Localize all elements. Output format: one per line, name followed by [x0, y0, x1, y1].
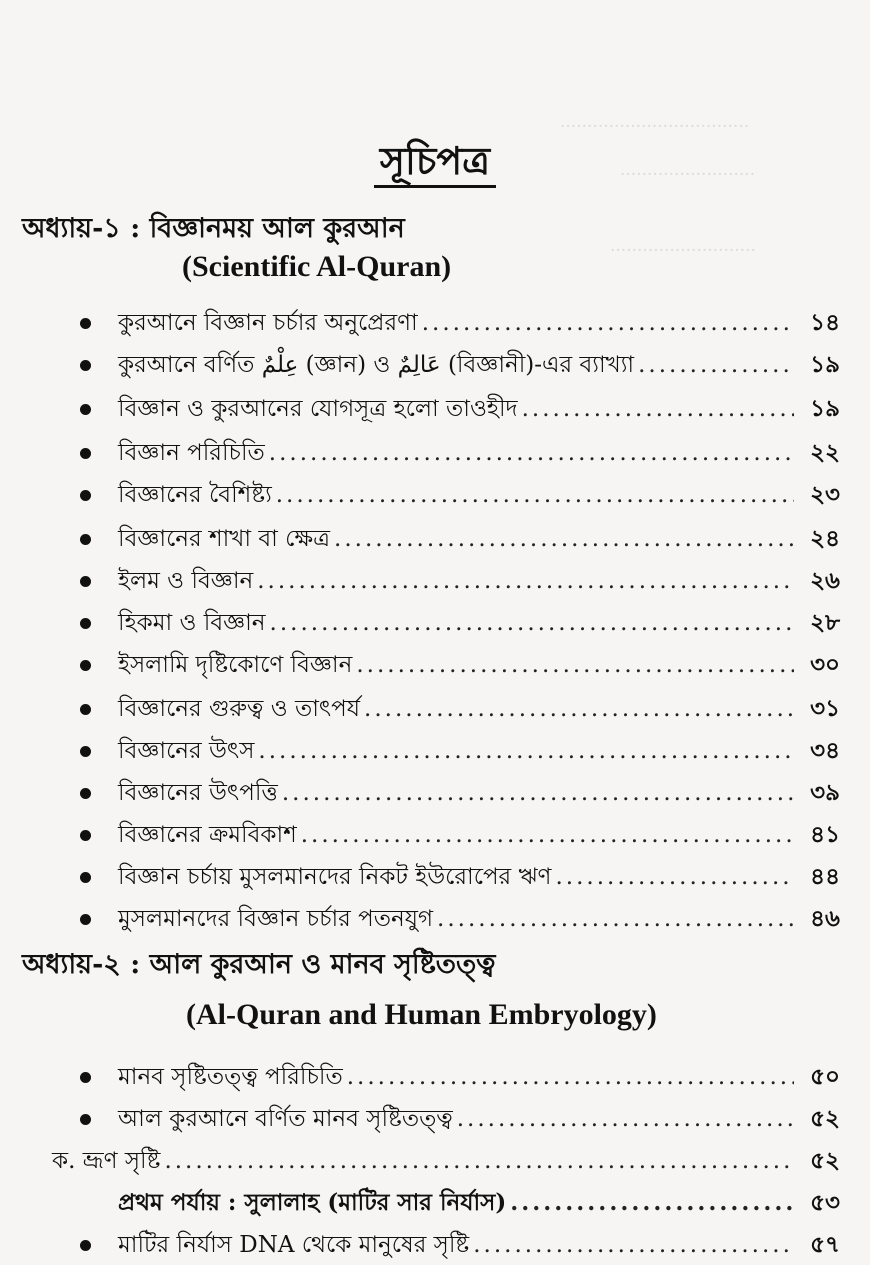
page-number: ৩০	[810, 650, 840, 678]
bullet-icon	[80, 490, 91, 501]
entry-title: বিজ্ঞান ও কুরআনের যোগসূত্র হলো তাওহীদ	[118, 395, 518, 422]
dot-leader	[257, 568, 794, 594]
dot-leader	[356, 652, 794, 678]
toc-entry[interactable]	[0, 520, 870, 558]
page-title: সূচিপত্র	[0, 132, 870, 196]
dot-leader	[638, 352, 794, 378]
dot-leader	[301, 822, 794, 848]
page-number: ২৬	[810, 566, 840, 594]
page-number: ৫৭	[810, 1230, 840, 1258]
entry-title: ইসলামি দৃষ্টিকোণে বিজ্ঞান	[118, 651, 353, 678]
entry-title: প্রথম পর্যায় : সুলালাহ (মাটির সার নির্যাস)	[118, 1188, 507, 1216]
page-number: ২৪	[810, 524, 840, 552]
entry-title: মুসলমানদের বিজ্ঞান চর্চার পতনযুগ	[118, 905, 434, 932]
page-number: ৪৪	[810, 862, 840, 890]
chapter-1-subtitle: (Scientific Al-Quran)	[182, 250, 452, 283]
dot-leader	[269, 440, 794, 466]
entry-title: বিজ্ঞানের উৎস	[118, 737, 255, 764]
page-number: ২৮	[810, 608, 840, 636]
chapter-1-heading: অধ্যায়-১ : বিজ্ঞানময় আল কুরআন	[22, 213, 405, 244]
toc-entry[interactable]	[0, 604, 870, 642]
entry-title: কুরআনে বিজ্ঞান চর্চার অনুপ্রেরণা	[118, 309, 418, 336]
bullet-icon	[80, 360, 91, 371]
entry-title: বিজ্ঞান চর্চায় মুসলমানদের নিকট ইউরোপের ঋণ	[118, 863, 552, 890]
toc-entry[interactable]	[0, 690, 870, 728]
bullet-icon	[80, 660, 91, 671]
page-number: ১৪	[810, 308, 840, 336]
toc-entry[interactable]	[0, 732, 870, 770]
page-number: ৫০	[810, 1062, 840, 1090]
entry-title: কুরআনে বর্ণিত عِلْمٌ (জ্ঞান) ও عَالِمٌ (বিজ্ঞানী)-এর ব্যাখ্যা	[118, 351, 635, 378]
dot-leader	[555, 864, 794, 890]
dot-leader	[276, 482, 794, 508]
entry-title: হিকমা ও বিজ্ঞান	[118, 609, 266, 636]
bullet-icon	[80, 576, 91, 587]
toc-entry[interactable]	[0, 1226, 870, 1264]
toc-entry[interactable]	[0, 434, 870, 472]
entry-title: ক. ভ্রূণ সৃষ্টি	[52, 1147, 161, 1174]
toc-entry[interactable]	[0, 774, 870, 812]
bullet-icon	[80, 704, 91, 715]
toc-entry[interactable]	[0, 900, 870, 938]
bullet-icon	[80, 1072, 91, 1083]
page-number: ২৩	[810, 480, 840, 508]
dot-leader	[473, 1232, 794, 1258]
entry-title: বিজ্ঞানের ক্রমবিকাশ	[118, 821, 297, 848]
entry-title: মানব সৃষ্টিতত্ত্ব পরিচিতি	[118, 1063, 343, 1090]
page-number: ৫৩	[810, 1188, 840, 1216]
page-number: ৪৬	[810, 904, 840, 932]
toc-subsection[interactable]	[0, 1184, 870, 1222]
entry-title: ইলম ও বিজ্ঞান	[118, 567, 254, 594]
page-number: ৩১	[810, 694, 840, 722]
dot-leader	[347, 1064, 794, 1090]
bullet-icon	[80, 830, 91, 841]
toc-entry[interactable]	[0, 646, 870, 684]
dot-leader	[270, 610, 794, 636]
dot-leader	[522, 396, 794, 422]
toc-entry[interactable]	[0, 562, 870, 600]
entry-title: মাটির নির্যাস DNA থেকে মানুষের সৃষ্টি	[118, 1231, 470, 1258]
bullet-icon	[80, 618, 91, 629]
toc-section[interactable]	[0, 1142, 870, 1180]
dot-leader	[437, 906, 794, 932]
bullet-icon	[80, 1114, 91, 1125]
dot-leader	[422, 310, 794, 336]
dot-leader	[258, 738, 794, 764]
dot-leader	[457, 1106, 794, 1132]
dot-leader	[164, 1148, 794, 1174]
toc-entry[interactable]	[0, 346, 870, 384]
bullet-icon	[80, 746, 91, 757]
bullet-icon	[80, 404, 91, 415]
page-number: ১৯	[810, 394, 840, 422]
page-number: ১৯	[810, 350, 840, 378]
page-number: ৪১	[810, 820, 840, 848]
bullet-icon	[80, 788, 91, 799]
page-number: ৫২	[810, 1146, 840, 1174]
bullet-icon	[80, 914, 91, 925]
entry-title: বিজ্ঞানের বৈশিষ্ট্য	[118, 481, 272, 508]
entry-title: বিজ্ঞানের গুরুত্ব ও তাৎপর্য	[118, 695, 361, 722]
entry-title: আল কুরআনে বর্ণিত মানব সৃষ্টিতত্ত্ব	[118, 1105, 453, 1132]
toc-entry[interactable]	[0, 390, 870, 428]
dot-leader	[510, 1189, 794, 1216]
bullet-icon	[80, 1240, 91, 1251]
bullet-icon	[80, 448, 91, 459]
page-number: ৩৯	[810, 778, 840, 806]
page-number: ২২	[810, 438, 840, 466]
toc-entry[interactable]	[0, 1100, 870, 1138]
toc-entry[interactable]	[0, 816, 870, 854]
toc-entry[interactable]	[0, 476, 870, 514]
bullet-icon	[80, 318, 91, 329]
page-number: ৫২	[810, 1104, 840, 1132]
chapter-2-subtitle: (Al-Quran and Human Embryology)	[186, 998, 657, 1031]
toc-entry[interactable]	[0, 1058, 870, 1096]
bullet-icon	[80, 534, 91, 545]
toc-entry[interactable]	[0, 304, 870, 342]
dot-leader	[282, 780, 794, 806]
dot-leader	[334, 526, 794, 552]
dot-leader	[364, 696, 794, 722]
entry-title: বিজ্ঞানের উৎপত্তি	[118, 779, 278, 806]
bullet-icon	[80, 872, 91, 883]
toc-entry[interactable]	[0, 858, 870, 896]
entry-title: বিজ্ঞান পরিচিতি	[118, 439, 265, 466]
entry-title: বিজ্ঞানের শাখা বা ক্ষেত্র	[118, 525, 331, 552]
chapter-2-heading: অধ্যায়-২ : আল কুরআন ও মানব সৃষ্টিতত্ত্ব	[22, 949, 496, 980]
page-number: ৩৪	[810, 736, 840, 764]
